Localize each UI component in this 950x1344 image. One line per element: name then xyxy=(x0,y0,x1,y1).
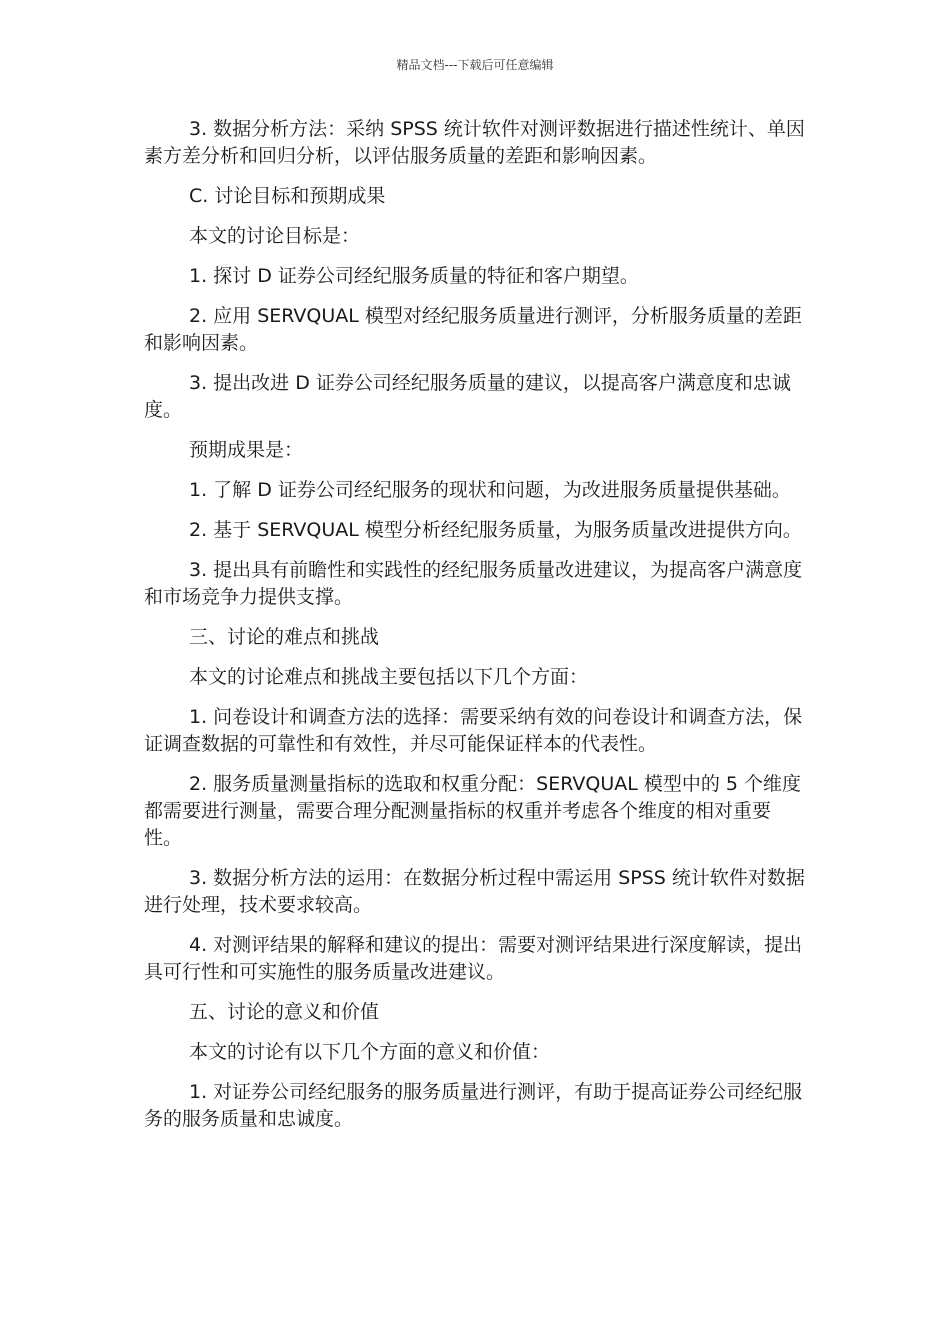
paragraph-significance-intro: 本文的讨论有以下几个方面的意义和价值： xyxy=(189,1041,551,1063)
document-body xyxy=(144,116,808,1146)
paragraph-outcomes-intro: 预期成果是： xyxy=(189,439,304,461)
outcome-item-3: 3. 提出具有前瞻性和实践性的经纪服务质量改进建议，为提高客户满意度和市场竞争力提供支撑。 xyxy=(144,559,803,608)
goal-item-1: 1. 探讨 D 证券公司经纪服务质量的特征和客户期望。 xyxy=(189,265,639,287)
goal-item-3: 3. 提出改进 D 证券公司经纪服务质量的建议，以提高客户满意度和忠诚度。 xyxy=(144,372,791,421)
difficulty-item-4: 4. 对测评结果的解释和建议的提出：需要对测评结果进行深度解读，提出具可行性和可实施性的服务质量改进建议。 xyxy=(144,934,803,983)
section-heading-significance: 五、讨论的意义和价值 xyxy=(189,1001,380,1023)
page-header: 精品文档---下载后可任意编辑 xyxy=(396,58,554,72)
goal-item-2: 2. 应用 SERVQUAL 模型对经纪服务质量进行测评，分析服务质量的差距和影响因素。 xyxy=(144,305,802,354)
section-heading-difficulties: 三、讨论的难点和挑战 xyxy=(189,626,380,648)
section-heading-goals: C. 讨论目标和预期成果 xyxy=(189,185,386,207)
paragraph-difficulties-intro: 本文的讨论难点和挑战主要包括以下几个方面： xyxy=(189,666,589,688)
paragraph-analysis-method: 3. 数据分析方法：采纳 SPSS 统计软件对测评数据进行描述性统计、单因素方差分析和回归分析，以评估服务质量的差距和影响因素。 xyxy=(144,118,805,167)
significance-item-1: 1. 对证券公司经纪服务的服务质量进行测评，有助于提高证券公司经纪服务的服务质量和忠诚度。 xyxy=(144,1081,803,1130)
outcome-item-2: 2. 基于 SERVQUAL 模型分析经纪服务质量，为服务质量改进提供方向。 xyxy=(189,519,802,541)
difficulty-item-1: 1. 问卷设计和调查方法的选择：需要采纳有效的问卷设计和调查方法，保证调查数据的可靠性和有效性，并尽可能保证样本的代表性。 xyxy=(144,706,803,755)
paragraph-goals-intro: 本文的讨论目标是： xyxy=(189,225,361,247)
difficulty-item-3: 3. 数据分析方法的运用：在数据分析过程中需运用 SPSS 统计软件对数据进行处理，技术要求较高。 xyxy=(144,867,805,916)
outcome-item-1: 1. 了解 D 证券公司经纪服务的现状和问题，为改进服务质量提供基础。 xyxy=(189,479,791,501)
difficulty-item-2: 2. 服务质量测量指标的选取和权重分配：SERVQUAL 模型中的 5 个维度都需要进行测量，需要合理分配测量指标的权重并考虑各个维度的相对重要性。 xyxy=(144,773,802,849)
